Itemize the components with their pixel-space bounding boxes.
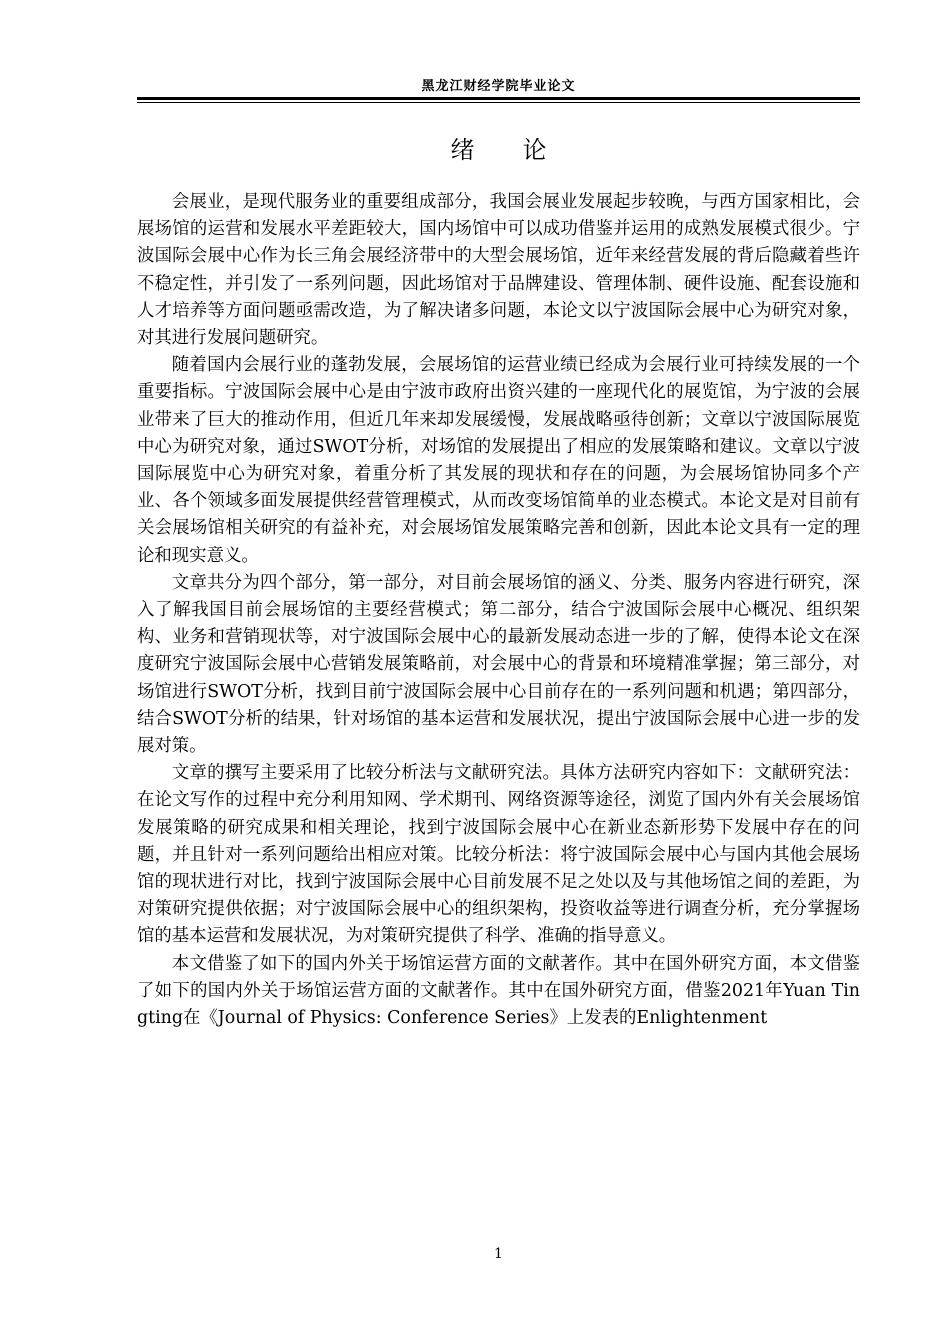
paragraph-1: 会展业，是现代服务业的重要组成部分，我国会展业发展起步较晚，与西方国家相比，会展场馆的运营和发展水平差距较大，国内场馆中可以成功借鉴并运用的成熟发展模式很少。宁波国际会展中心作为长三角会展经济带中的大型会展场馆，近年来经营发展的背后隐藏着些许不稳定性，并引发了一系列问题，因此场馆对于品牌建设、管理体制、硬件设施、配套设施和人才培养等方面问题亟需改造，为了解决诸多问题，本论文以宁波国际会展中心为研究对象，对其进行发展问题研究。	[137, 192, 860, 349]
paragraph-5: 本文借鉴了如下的国内外关于场馆运营方面的文献著作。其中在国外研究方面，本文借鉴了如下的国内外关于场馆运营方面的文献著作。其中在国外研究方面，借鉴2021年Yuan Tingting在《Journal of Physics: Conference Series》上发表的Enlightenment	[137, 953, 860, 1029]
chapter-title-part2: 论	[522, 136, 547, 164]
paragraph-3: 文章共分为四个部分，第一部分，对目前会展场馆的涵义、分类、服务内容进行研究，深入了解我国目前会展场馆的主要经营模式；第二部分，结合宁波国际会展中心概况、组织架构、业务和营销现状等，对宁波国际会展中心的最新发展动态进一步的了解，使得本论文在深度研究宁波国际会展中心营销发展策略前，对会展中心的背景和环境精准掌握；第三部分，对场馆进行SWOT分析，找到目前宁波国际会展中心目前存在的一系列问题和机遇；第四部分，结合SWOT分析的结果，针对场馆的基本运营和发展状况，提出宁波国际会展中心进一步的发展对策。	[137, 572, 860, 757]
paragraph-4: 文章的撰写主要采用了比较分析法与文献研究法。具体方法研究内容如下：文献研究法：在论文写作的过程中充分利用知网、学术期刊、网络资源等途径，浏览了国内外有关会展场馆发展策略的研究成果和相关理论，找到宁波国际会展中心在新业态新形势下发展中存在的问题，并且针对一系列问题给出相应对策。比较分析法：将宁波国际会展中心与国内其他会展场馆的现状进行对比，找到宁波国际会展中心目前发展不足之处以及与其他场馆之间的差距，为对策研究提供依据；对宁波国际会展中心的组织架构，投资收益等进行调查分析，充分掌握场馆的基本运营和发展状况，为对策研究提供了科学、准确的指导意义。	[137, 763, 860, 947]
page-number: 1	[494, 1246, 503, 1262]
paragraph-2: 随着国内会展行业的蓬勃发展，会展场馆的运营业绩已经成为会展行业可持续发展的一个重要指标。宁波国际会展中心是由宁波市政府出资兴建的一座现代化的展览馆，为宁波的会展业带来了巨大的推动作用，但近几年来却发展缓慢，发展战略亟待创新；文章以宁波国际展览中心为研究对象，通过SWOT分析，对场馆的发展提出了相应的发展策略和建议。文章以宁波国际展览中心为研究对象，着重分析了其发展的现状和存在的问题，为会展场馆协同多个产业、各个领域多面发展提供经营管理模式，从而改变场馆简单的业态模式。本论文是对目前有关会展场馆相关研究的有益补充，对会展场馆发展策略完善和创新，因此本论文具有一定的理论和现实意义。	[137, 355, 860, 566]
chapter-title-part1: 绪	[450, 136, 475, 164]
body-text	[137, 189, 860, 1032]
header-rule-thick	[137, 97, 860, 100]
running-header: 黑龙江财经学院毕业论文	[421, 79, 576, 94]
header-rule-thin	[137, 102, 860, 103]
chapter-title	[137, 133, 860, 167]
